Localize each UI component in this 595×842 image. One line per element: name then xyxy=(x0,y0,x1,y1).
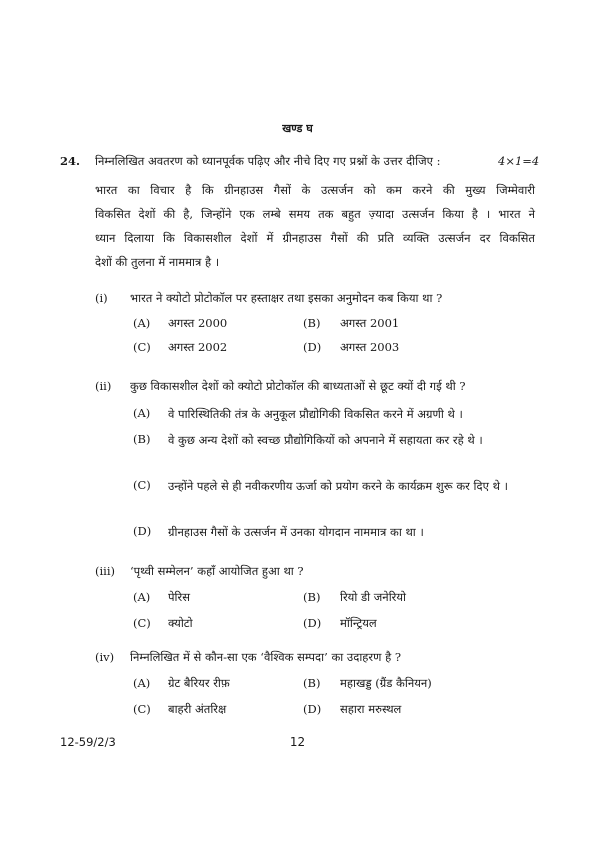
option-text: वे कुछ अन्य देशों को स्वच्छ प्रौद्योगिकियों को अपनाने में सहायता कर रहे थे । xyxy=(168,433,483,447)
option-label: (A) xyxy=(133,316,151,330)
option-text: अगस्त 2001 xyxy=(340,316,400,330)
option-label: (D) xyxy=(303,340,322,354)
passage xyxy=(95,178,535,274)
option-label: (D) xyxy=(303,616,322,630)
option-text: वे पारिस्थितिकी तंत्र के अनुकूल प्रौद्योगिकी विकसित करने में अग्रणी थे । xyxy=(168,407,463,421)
option-text: अगस्त 2003 xyxy=(340,340,400,354)
option-label: (C) xyxy=(133,340,151,354)
option-text: पेरिस xyxy=(168,590,190,604)
subquestion-text: ‘पृथ्वी सम्मेलन’ कहाँ आयोजित हुआ था ? xyxy=(130,564,304,578)
subquestion-number: (i) xyxy=(95,291,108,305)
option-text: ग्रीनहाउस गैसों के उत्सर्जन में उनका योगदान नाममात्र का था । xyxy=(168,525,424,539)
option-label: (D) xyxy=(303,702,322,716)
section-title: खण्ड घ xyxy=(282,122,313,135)
option-text: सहारा मरुस्थल xyxy=(340,702,402,716)
question-instruction: निम्नलिखित अवतरण को ध्यानपूर्वक पढ़िए और नीचे दिए गए प्रश्नों के उत्तर दीजिए : xyxy=(95,154,441,168)
option-label: (B) xyxy=(303,590,321,604)
option-text: महाखड्ड (ग्रैंड कैनियन) xyxy=(340,676,432,690)
option-text: अगस्त 2002 xyxy=(168,340,228,354)
question-number: 24. xyxy=(60,154,81,168)
passage-line: देशों की तुलना में नाममात्र है । xyxy=(95,255,220,269)
subquestion-text: निम्नलिखित में से कौन-सा एक ‘वैश्विक सम्पदा’ का उदाहरण है ? xyxy=(130,650,402,664)
option-text: ग्रेट बैरियर रीफ़ xyxy=(168,676,230,690)
option-label: (A) xyxy=(133,676,151,690)
subquestion-number: (ii) xyxy=(95,379,112,393)
option-label: (B) xyxy=(303,676,321,690)
option-label: (B) xyxy=(133,432,151,446)
subquestion-number: (iv) xyxy=(95,650,115,664)
option-text: बाहरी अंतरिक्ष xyxy=(168,702,227,716)
option-text: उन्होंने पहले से ही नवीकरणीय ऊर्जा को प्रयोग करने के कार्यक्रम शुरू कर दिए थे । xyxy=(168,479,508,493)
passage-line: भारत का विचार है कि ग्रीनहाउस गैसों के उत्सर्जन को कम करने की मुख्य जिम्मेवारी xyxy=(95,183,535,197)
paper-code: 12-59/2/3 xyxy=(60,735,116,749)
option-label: (C) xyxy=(133,616,151,630)
passage-line: विकसित देशों की है, जिन्होंने एक लम्बे समय तक बहुत ज़्यादा उत्सर्जन किया है । भारत ने xyxy=(95,207,535,221)
question-marks: 4×1=4 xyxy=(498,154,540,168)
option-label: (C) xyxy=(133,702,151,716)
option-label: (C) xyxy=(133,478,151,492)
option-text: क्योटो xyxy=(168,616,193,630)
passage-line: ध्यान दिलाया कि विकासशील देशों में ग्रीनहाउस गैसों की प्रति व्यक्ति उत्सर्जन दर विकसित xyxy=(95,231,535,245)
option-label: (A) xyxy=(133,590,151,604)
option-label: (D) xyxy=(133,524,152,538)
option-text: मॉन्ट्रियल xyxy=(340,616,377,630)
page-number: 12 xyxy=(289,735,306,749)
subquestion-text: भारत ने क्योटो प्रोटोकॉल पर हस्ताक्षर तथा इसका अनुमोदन कब किया था ? xyxy=(130,291,443,305)
option-text: रियो डी जनेरियो xyxy=(340,590,407,604)
subquestion-text: कुछ विकासशील देशों को क्योटो प्रोटोकॉल की बाध्यताओं से छूट क्यों दी गई थी ? xyxy=(130,379,466,393)
option-label: (B) xyxy=(303,316,321,330)
option-text: अगस्त 2000 xyxy=(168,316,228,330)
option-label: (A) xyxy=(133,406,151,420)
subquestion-number: (iii) xyxy=(95,564,116,578)
